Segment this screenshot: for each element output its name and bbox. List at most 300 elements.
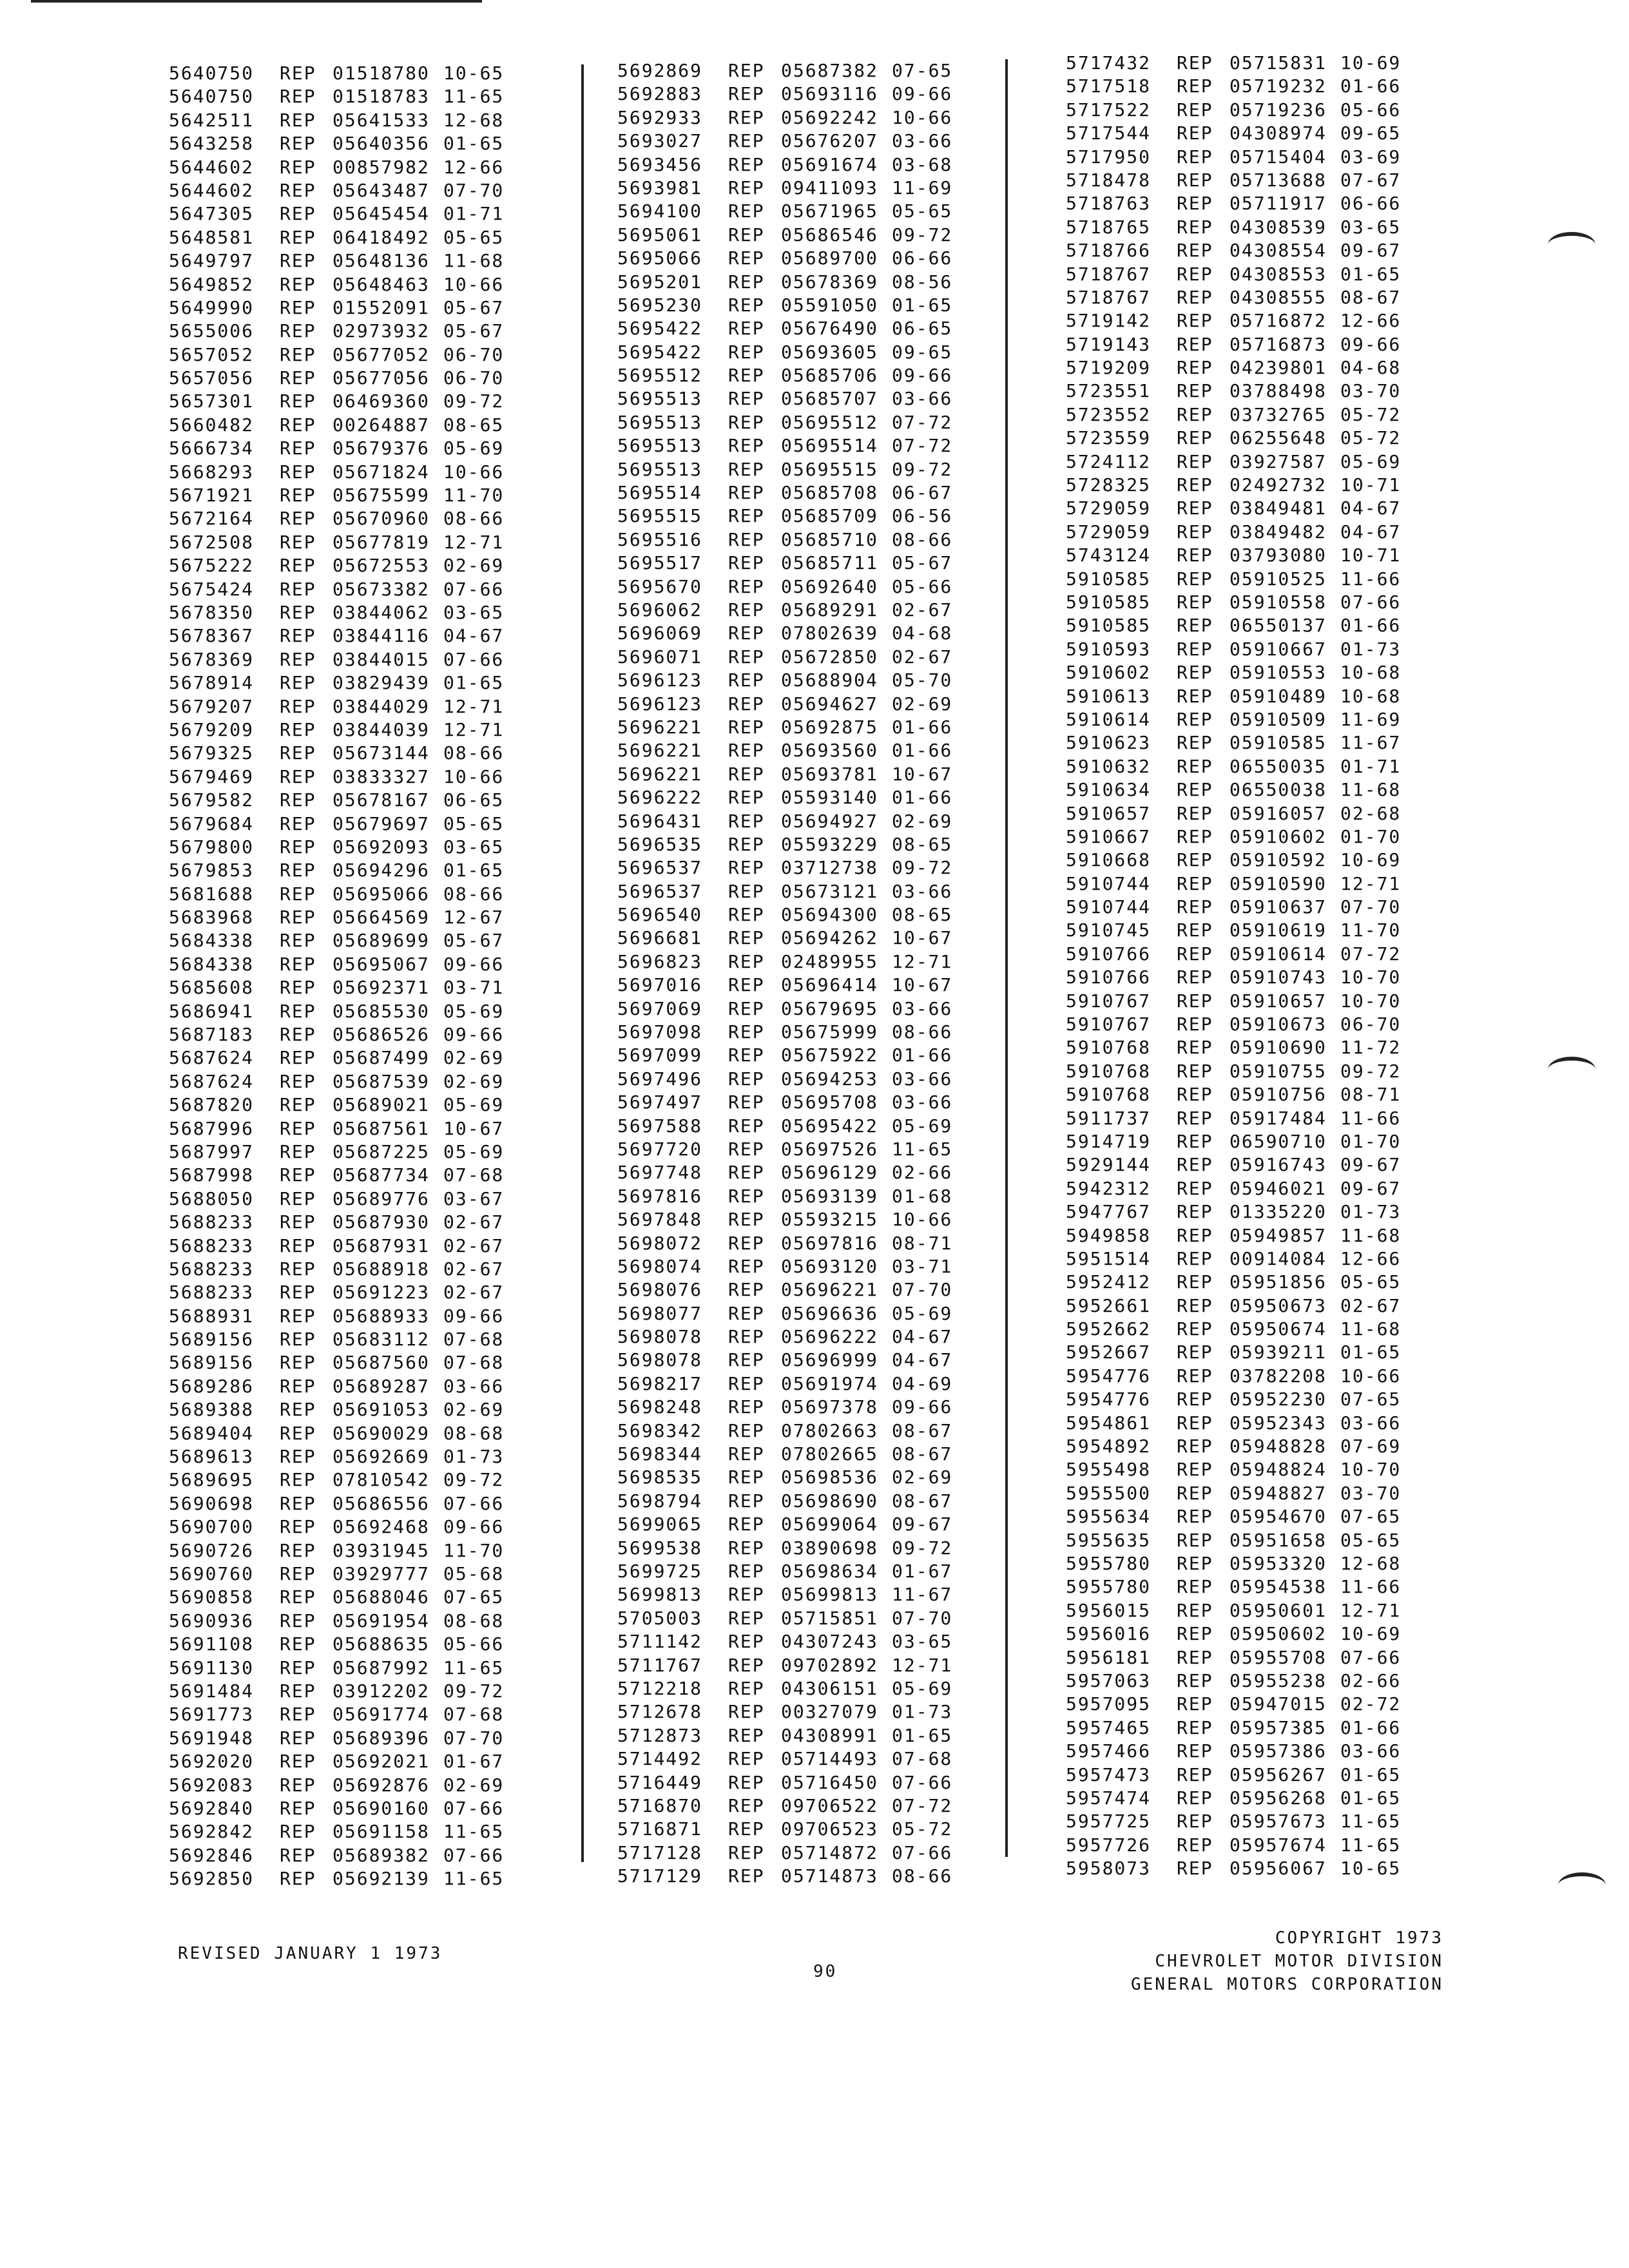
- date-code: 07-66: [443, 1797, 505, 1819]
- rep-code: REP: [280, 226, 316, 248]
- date-code: 10-66: [1340, 1365, 1402, 1387]
- rep-code: REP: [1177, 1107, 1213, 1129]
- date-code: 12-66: [443, 156, 505, 178]
- rep-code: REP: [1177, 1154, 1213, 1176]
- rep-code: REP: [280, 62, 316, 84]
- part-row: [169, 1281, 508, 1304]
- replacement-number: 05685711: [781, 552, 878, 574]
- rep-code: REP: [1177, 240, 1213, 262]
- replacement-number: 05689291: [781, 599, 878, 620]
- part-row: [169, 1351, 508, 1374]
- part-row: [1066, 239, 1405, 262]
- date-code: 06-56: [892, 505, 953, 527]
- part-number: 5695061: [617, 224, 703, 245]
- replacement-number: 05910755: [1229, 1060, 1327, 1082]
- replacement-number: 05696221: [781, 1279, 878, 1301]
- date-code: 01-66: [1340, 615, 1402, 637]
- replacement-number: 05691158: [333, 1821, 430, 1843]
- part-row: [169, 1398, 508, 1421]
- rep-code: REP: [280, 1094, 316, 1116]
- rep-code: REP: [280, 977, 316, 999]
- part-number: 5689388: [169, 1399, 255, 1421]
- copyright-block: [1083, 1927, 1443, 1996]
- part-number: 5910623: [1066, 732, 1152, 754]
- part-row: [1066, 1271, 1405, 1294]
- part-number: 5696221: [617, 763, 703, 785]
- rep-code: REP: [728, 153, 765, 175]
- date-code: 01-67: [443, 1751, 505, 1773]
- part-number: 5954776: [1066, 1365, 1152, 1387]
- part-number: 5910766: [1066, 966, 1152, 988]
- part-row: [1066, 1294, 1405, 1318]
- date-code: 01-73: [443, 1446, 505, 1468]
- replacement-number: 03833327: [333, 765, 430, 787]
- date-code: 07-66: [443, 578, 505, 600]
- replacement-number: 05672553: [333, 555, 430, 577]
- rep-code: REP: [728, 1631, 765, 1653]
- part-row: [1066, 1224, 1405, 1247]
- date-code: 03-66: [892, 130, 953, 152]
- part-row: [1066, 778, 1405, 802]
- column-divider-1: [581, 64, 584, 1862]
- replacement-number: 05910558: [1229, 591, 1327, 613]
- date-code: 01-65: [892, 1724, 953, 1746]
- part-number: 5699813: [617, 1584, 703, 1606]
- date-code: 07-66: [443, 648, 505, 670]
- replacement-number: 05950602: [1229, 1623, 1327, 1645]
- replacement-number: 02489955: [781, 950, 878, 972]
- date-code: 04-67: [892, 1326, 953, 1348]
- date-code: 05-65: [1340, 1271, 1402, 1293]
- replacement-number: 05692139: [333, 1868, 430, 1890]
- part-number: 5668293: [169, 461, 255, 483]
- date-code: 10-70: [1340, 1459, 1402, 1481]
- part-number: 5696537: [617, 880, 703, 902]
- replacement-number: 05685706: [781, 365, 878, 387]
- rep-code: REP: [280, 390, 316, 412]
- part-number: 5729059: [1066, 521, 1152, 543]
- part-row: [617, 481, 956, 505]
- part-number: 5666734: [169, 437, 255, 459]
- replacement-number: 04308991: [781, 1724, 878, 1746]
- replacement-number: 05946021: [1229, 1177, 1327, 1199]
- part-number: 5718767: [1066, 286, 1152, 308]
- part-row: [617, 458, 956, 481]
- part-row: [617, 387, 956, 410]
- part-number: 5695066: [617, 247, 703, 269]
- date-code: 11-70: [443, 485, 505, 506]
- part-row: [617, 927, 956, 950]
- rep-code: REP: [1177, 497, 1213, 519]
- part-number: 5910657: [1066, 802, 1152, 824]
- part-number: 5692869: [617, 60, 703, 81]
- part-number: 5649797: [169, 250, 255, 272]
- part-row: [617, 1490, 956, 1513]
- date-code: 02-67: [1340, 1294, 1402, 1316]
- rep-code: REP: [280, 1164, 316, 1186]
- part-row: [169, 671, 508, 695]
- date-code: 01-65: [443, 133, 505, 155]
- rep-code: REP: [1177, 1294, 1213, 1316]
- part-number: 5910585: [1066, 568, 1152, 590]
- replacement-number: 04239801: [1229, 357, 1327, 379]
- rep-code: REP: [1177, 802, 1213, 824]
- replacement-number: 05956267: [1229, 1763, 1327, 1785]
- part-row: [617, 1068, 956, 1091]
- part-row: [617, 434, 956, 457]
- part-number: 5698076: [617, 1279, 703, 1301]
- part-number: 5697588: [617, 1115, 703, 1137]
- rep-code: REP: [728, 1654, 765, 1676]
- part-row: [617, 1466, 956, 1489]
- date-code: 07-69: [1340, 1436, 1402, 1457]
- replacement-number: 05695515: [781, 458, 878, 480]
- part-number: 5685608: [169, 977, 255, 999]
- part-number: 5712678: [617, 1701, 703, 1723]
- part-number: 5697016: [617, 974, 703, 996]
- part-row: [617, 974, 956, 997]
- part-row: [617, 1865, 956, 1888]
- part-number: 5696540: [617, 904, 703, 926]
- rep-code: REP: [280, 1399, 316, 1421]
- part-row: [1066, 474, 1405, 497]
- part-row: [1066, 1834, 1405, 1857]
- part-row: [1066, 1177, 1405, 1200]
- date-code: 01-67: [892, 1561, 953, 1582]
- date-code: 05-65: [892, 200, 953, 222]
- part-number: 5951514: [1066, 1247, 1152, 1269]
- rep-code: REP: [1177, 1130, 1213, 1152]
- date-code: 08-66: [892, 528, 953, 550]
- part-row: [617, 224, 956, 247]
- part-row: [169, 179, 508, 202]
- replacement-number: 05687382: [781, 60, 878, 81]
- part-row: [169, 226, 508, 249]
- rep-code: REP: [1177, 1599, 1213, 1621]
- rep-code: REP: [280, 1305, 316, 1327]
- part-row: [1066, 731, 1405, 754]
- rep-code: REP: [1177, 1224, 1213, 1246]
- part-number: 5717129: [617, 1865, 703, 1887]
- date-code: 02-67: [443, 1282, 505, 1303]
- rep-code: REP: [1177, 1506, 1213, 1528]
- part-number: 5910593: [1066, 638, 1152, 660]
- rep-code: REP: [280, 1352, 316, 1374]
- part-number: 5679209: [169, 718, 255, 740]
- date-code: 03-68: [892, 153, 953, 175]
- part-row: [617, 810, 956, 833]
- replacement-number: 03929777: [333, 1563, 430, 1584]
- date-code: 11-65: [1340, 1811, 1402, 1832]
- date-code: 10-66: [443, 765, 505, 787]
- date-code: 04-69: [892, 1372, 953, 1394]
- part-row: [169, 1680, 508, 1703]
- part-row: [169, 1140, 508, 1164]
- replacement-number: 05687561: [333, 1117, 430, 1139]
- part-number: 5649990: [169, 296, 255, 318]
- replacement-number: 03844029: [333, 695, 430, 717]
- date-code: 08-71: [1340, 1084, 1402, 1106]
- part-number: 5698078: [617, 1349, 703, 1371]
- replacement-number: 05695512: [781, 411, 878, 433]
- part-number: 5692083: [169, 1774, 255, 1796]
- rep-code: REP: [728, 669, 765, 691]
- rep-code: REP: [280, 1235, 316, 1256]
- part-row: [169, 883, 508, 906]
- part-number: 5699725: [617, 1561, 703, 1582]
- part-number: 5657056: [169, 367, 255, 389]
- part-number: 5717522: [1066, 99, 1152, 120]
- part-row: [617, 1208, 956, 1231]
- replacement-number: 05692021: [333, 1751, 430, 1773]
- part-number: 5728325: [1066, 474, 1152, 496]
- part-row: [169, 1867, 508, 1890]
- rep-code: REP: [728, 599, 765, 620]
- date-code: 12-71: [892, 1654, 953, 1676]
- date-code: 03-65: [443, 601, 505, 623]
- replacement-number: 07802663: [781, 1419, 878, 1441]
- part-row: [617, 1794, 956, 1818]
- part-row: [617, 1747, 956, 1771]
- part-number: 5718763: [1066, 193, 1152, 215]
- date-code: 06-67: [892, 482, 953, 504]
- replacement-number: 05694627: [781, 693, 878, 715]
- part-row: [617, 271, 956, 294]
- part-row: [169, 953, 508, 976]
- rep-code: REP: [280, 250, 316, 272]
- part-number: 5697720: [617, 1138, 703, 1160]
- rep-code: REP: [1177, 263, 1213, 285]
- date-code: 05-69: [443, 1000, 505, 1022]
- part-number: 5642511: [169, 109, 255, 131]
- rep-code: REP: [280, 133, 316, 155]
- date-code: 11-68: [1340, 1224, 1402, 1246]
- replacement-number: 03732765: [1229, 403, 1327, 425]
- replacement-number: 05950674: [1229, 1318, 1327, 1340]
- part-number: 5955500: [1066, 1482, 1152, 1504]
- date-code: 11-69: [892, 177, 953, 198]
- replacement-number: 05689700: [781, 247, 878, 269]
- replacement-number: 04308539: [1229, 216, 1327, 238]
- date-code: 09-72: [892, 458, 953, 480]
- rep-code: REP: [1177, 1693, 1213, 1715]
- date-code: 08-65: [892, 904, 953, 926]
- replacement-number: 05687560: [333, 1352, 430, 1374]
- date-code: 11-65: [443, 1868, 505, 1890]
- rep-code: REP: [280, 601, 316, 623]
- part-row: [1066, 1552, 1405, 1575]
- date-code: 01-73: [1340, 1201, 1402, 1223]
- part-row: [617, 1607, 956, 1630]
- replacement-number: 05673382: [333, 578, 430, 600]
- replacement-number: 05676490: [781, 318, 878, 340]
- date-code: 07-65: [1340, 1389, 1402, 1410]
- replacement-number: 05716450: [781, 1771, 878, 1793]
- rep-code: REP: [280, 1282, 316, 1303]
- date-code: 05-72: [892, 1818, 953, 1840]
- part-number: 5699538: [617, 1537, 703, 1559]
- part-number: 5955780: [1066, 1576, 1152, 1598]
- rep-code: REP: [280, 1492, 316, 1514]
- part-number: 5697816: [617, 1185, 703, 1207]
- rep-code: REP: [280, 1657, 316, 1678]
- date-code: 08-67: [1340, 286, 1402, 308]
- part-row: [617, 880, 956, 903]
- rep-code: REP: [280, 648, 316, 670]
- rep-code: REP: [1177, 1436, 1213, 1457]
- replacement-number: 05687734: [333, 1164, 430, 1186]
- rep-code: REP: [728, 1537, 765, 1559]
- part-number: 5679800: [169, 836, 255, 858]
- replacement-number: 05716872: [1229, 310, 1327, 332]
- replacement-number: 05675599: [333, 485, 430, 506]
- part-number: 5657052: [169, 343, 255, 365]
- date-code: 12-71: [443, 718, 505, 740]
- rep-code: REP: [1177, 825, 1213, 847]
- rep-code: REP: [728, 1209, 765, 1231]
- date-code: 11-72: [1340, 1037, 1402, 1059]
- parts-column-2: [617, 59, 956, 1888]
- replacement-number: 02973932: [333, 320, 430, 342]
- part-number: 5957095: [1066, 1693, 1152, 1715]
- date-code: 04-67: [892, 1349, 953, 1371]
- rep-code: REP: [728, 1255, 765, 1277]
- rep-code: REP: [728, 247, 765, 269]
- replacement-number: 03931945: [333, 1539, 430, 1561]
- rep-code: REP: [728, 833, 765, 855]
- rep-code: REP: [1177, 1529, 1213, 1551]
- replacement-number: 05910553: [1229, 662, 1327, 684]
- replacement-number: 05687499: [333, 1047, 430, 1069]
- date-code: 12-68: [443, 109, 505, 131]
- date-code: 06-66: [1340, 193, 1402, 215]
- replacement-number: 09702892: [781, 1654, 878, 1676]
- replacement-number: 04307243: [781, 1631, 878, 1653]
- part-number: 5711142: [617, 1631, 703, 1653]
- date-code: 10-66: [892, 106, 953, 128]
- date-code: 10-66: [892, 1209, 953, 1231]
- rep-code: REP: [280, 578, 316, 600]
- part-number: 5717432: [1066, 52, 1152, 73]
- rep-code: REP: [280, 1563, 316, 1584]
- part-number: 5955498: [1066, 1459, 1152, 1481]
- part-row: [169, 507, 508, 530]
- replacement-number: 05694253: [781, 1068, 878, 1090]
- date-code: 09-66: [892, 83, 953, 105]
- rep-code: REP: [728, 83, 765, 105]
- part-row: [617, 552, 956, 575]
- rep-code: REP: [280, 1258, 316, 1280]
- replacement-number: 05715404: [1229, 146, 1327, 168]
- rep-code: REP: [728, 482, 765, 504]
- replacement-number: 03712738: [781, 857, 878, 879]
- rep-code: REP: [1177, 849, 1213, 871]
- date-code: 06-70: [443, 343, 505, 365]
- date-code: 08-67: [892, 1443, 953, 1465]
- part-number: 5910766: [1066, 943, 1152, 965]
- rep-code: REP: [728, 880, 765, 902]
- part-row: [169, 929, 508, 952]
- replacement-number: 04308553: [1229, 263, 1327, 285]
- rep-code: REP: [728, 1115, 765, 1137]
- part-row: [169, 132, 508, 155]
- replacement-number: 05673121: [781, 880, 878, 902]
- part-row: [617, 1396, 956, 1419]
- part-row: [1066, 990, 1405, 1013]
- part-number: 5678914: [169, 672, 255, 694]
- date-code: 01-70: [1340, 1130, 1402, 1152]
- part-number: 5697748: [617, 1162, 703, 1184]
- part-row: [1066, 1482, 1405, 1505]
- part-number: 5689695: [169, 1469, 255, 1491]
- rep-code: REP: [1177, 1060, 1213, 1082]
- part-row: [1066, 1153, 1405, 1177]
- part-row: [1066, 1529, 1405, 1552]
- part-number: 5910602: [1066, 662, 1152, 684]
- replacement-number: 05910525: [1229, 568, 1327, 590]
- replacement-number: 05692640: [781, 575, 878, 597]
- part-row: [617, 1185, 956, 1208]
- part-number: 5690726: [169, 1539, 255, 1561]
- replacement-number: 04306151: [781, 1677, 878, 1699]
- rep-code: REP: [728, 997, 765, 1019]
- date-code: 08-67: [892, 1419, 953, 1441]
- part-number: 5910668: [1066, 849, 1152, 871]
- part-number: 5657301: [169, 390, 255, 412]
- date-code: 02-67: [443, 1235, 505, 1256]
- part-number: 5687624: [169, 1047, 255, 1069]
- date-code: 11-70: [1340, 919, 1402, 941]
- part-number: 5949858: [1066, 1224, 1152, 1246]
- part-row: [617, 997, 956, 1021]
- date-code: 07-68: [443, 1352, 505, 1374]
- rep-code: REP: [280, 1680, 316, 1702]
- date-code: 10-66: [443, 461, 505, 483]
- rep-code: REP: [280, 930, 316, 952]
- part-number: 5655006: [169, 320, 255, 342]
- replacement-number: 05691974: [781, 1372, 878, 1394]
- part-number: 5697848: [617, 1209, 703, 1231]
- replacement-number: 05910590: [1229, 872, 1327, 894]
- rep-code: REP: [280, 718, 316, 740]
- rep-code: REP: [280, 343, 316, 365]
- part-row: [1066, 614, 1405, 637]
- part-row: [617, 1654, 956, 1677]
- rep-code: REP: [1177, 380, 1213, 402]
- replacement-number: 05698690: [781, 1490, 878, 1512]
- part-number: 5695514: [617, 482, 703, 504]
- part-row: [169, 1610, 508, 1633]
- part-number: 5717518: [1066, 75, 1152, 97]
- part-number: 5695201: [617, 271, 703, 293]
- part-row: [617, 364, 956, 387]
- date-code: 05-66: [892, 575, 953, 597]
- replacement-number: 02492732: [1229, 474, 1327, 496]
- part-row: [1066, 403, 1405, 427]
- part-row: [169, 1023, 508, 1046]
- rep-code: REP: [728, 716, 765, 738]
- part-row: [1066, 309, 1405, 332]
- replacement-number: 05694300: [781, 904, 878, 926]
- part-row: [169, 859, 508, 882]
- rep-code: REP: [1177, 1858, 1213, 1879]
- replacement-number: 05685707: [781, 388, 878, 410]
- part-row: [617, 1349, 956, 1372]
- replacement-number: 05691053: [333, 1399, 430, 1421]
- part-row: [617, 528, 956, 552]
- part-number: 5672164: [169, 508, 255, 530]
- part-row: [617, 1583, 956, 1606]
